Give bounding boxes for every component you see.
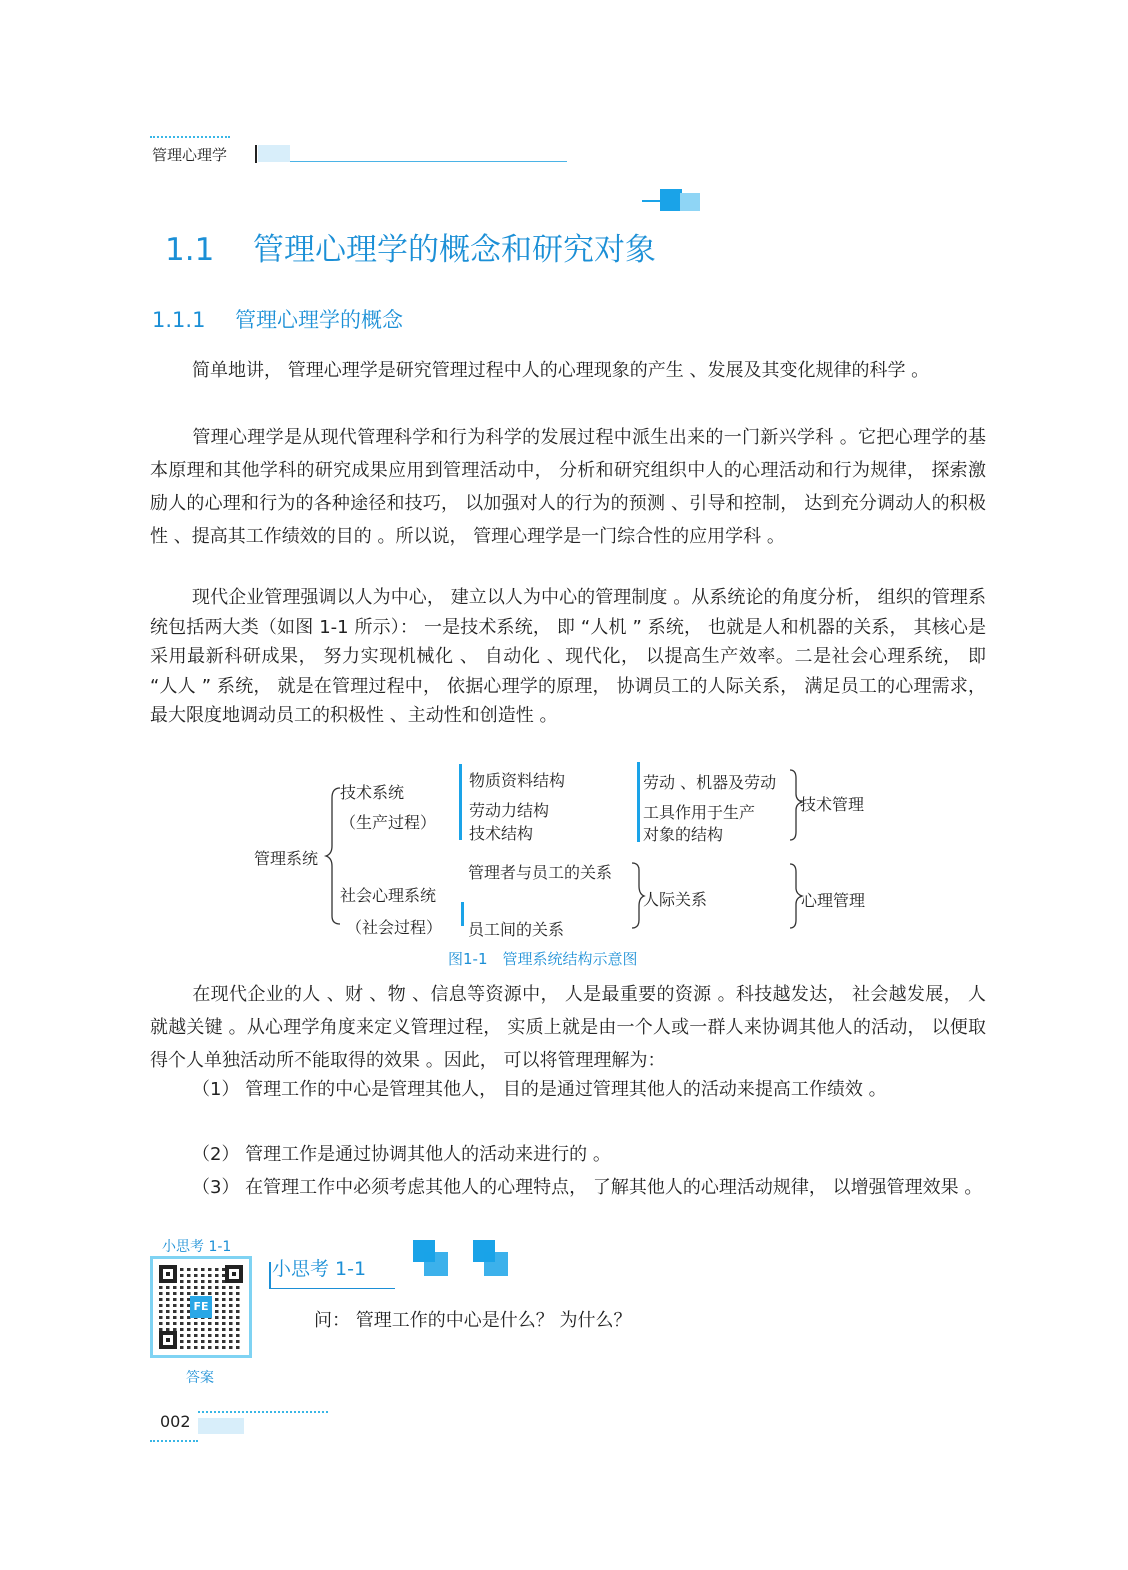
header-tab-block bbox=[258, 145, 290, 162]
qr-finder-bottom-left bbox=[159, 1331, 177, 1349]
think-underline bbox=[269, 1288, 395, 1289]
social-item-manager-employee: 管理者与员工的关系 bbox=[468, 863, 613, 882]
node-social-process: （社会过程） bbox=[346, 918, 443, 937]
social-item-employee-employee: 员工间的关系 bbox=[468, 920, 565, 939]
subsection-number: 1.1.1 bbox=[152, 308, 206, 332]
node-interpersonal: 人际关系 bbox=[643, 890, 708, 909]
tech-item-technique: 技术结构 bbox=[469, 824, 534, 843]
paragraph-4: 在现代企业的人 、财 、物 、信息等资源中， 人是最重要的资源 。科技越发达， 社会越发展， 人就越关键 。从心理学角度来定义管理过程， 实质上就是由一个人或一群人来协调其他人的活动， 以便取得个人单独活动所不能取得的效果 。因此， 可以将管理理解为： bbox=[150, 984, 986, 1071]
list-item-2: （2） 管理工作是通过协调其他人的活动来进行的 。 bbox=[192, 1144, 611, 1165]
running-head: 管理心理学 bbox=[152, 146, 228, 164]
node-social-system: 社会心理系统 bbox=[340, 886, 437, 905]
qr-caption: 答案 bbox=[186, 1370, 214, 1386]
qr-finder-top-left bbox=[159, 1265, 177, 1283]
think-decoration-square-2 bbox=[424, 1252, 448, 1276]
qr-title: 小思考 1-1 bbox=[162, 1239, 232, 1255]
node-psych-management: 心理管理 bbox=[801, 891, 866, 910]
list-item-3: （3） 在管理工作中必须考虑其他人的心理特点， 了解其他人的心理活动规律， 以增强管理效果 。 bbox=[192, 1177, 983, 1198]
qr-code[interactable] bbox=[150, 1256, 252, 1358]
subsection-heading bbox=[152, 304, 403, 334]
social-items-bar bbox=[461, 902, 464, 926]
section-title: 管理心理学的概念和研究对象 bbox=[253, 232, 656, 268]
section-number: 1.1 bbox=[165, 232, 215, 268]
title-decoration-square-light bbox=[680, 193, 700, 211]
node-tech-system: 技术系统 bbox=[340, 783, 405, 802]
header-dotted-rule bbox=[150, 136, 230, 138]
header-rule bbox=[290, 161, 567, 162]
tech-desc-line-3: 对象的结构 bbox=[643, 825, 724, 844]
footer-dotted-rule-top bbox=[198, 1411, 328, 1413]
tech-item-labor: 劳动力结构 bbox=[469, 801, 550, 820]
think-title: 小思考 1-1 bbox=[272, 1258, 367, 1280]
qr-finder-top-right bbox=[225, 1265, 243, 1283]
figure-1-1-diagram bbox=[240, 758, 890, 948]
paragraph-2: 管理心理学是从现代管理科学和行为科学的发展过程中派生出来的一门新兴学科 。它把心理学的基本原理和其他学科的研究成果应用到管理活动中， 分析和研究组织中人的心理活动和行为规律， 探索激励人的心理和行为的各种途径和技巧， 以加强对人的行为的预测 、引导和控制， 达到充分调动人的积极性 、提高其工作绩效的目的 。所以说， 管理心理学是一门综合性的应用学科 。 bbox=[150, 427, 986, 547]
page-number: 002 bbox=[160, 1412, 191, 1431]
title-decoration-line bbox=[642, 200, 660, 202]
header-divider bbox=[255, 145, 257, 163]
title-decoration-square bbox=[660, 189, 682, 211]
qr-logo: FE bbox=[190, 1296, 212, 1318]
tech-desc-bar bbox=[637, 762, 640, 842]
paragraph-3: 现代企业管理强调以人为中心， 建立以人为中心的管理制度 。从系统论的角度分析， 组织的管理系统包括两大类（如图 1-1 所示）： 一是技术系统， 即 “人机 ” 系统， 也就是人和机器的关系， 其核心是采用最新科研成果， 努力实现机械化 、 自动化 、现代化， 以提高生产效率。二是社会心理系统， 即 “人人 ” 系统， 就是在管理过程中， 依据心理学的原理， 协调员工的人际关系， 满足员工的心理需求， 最大限度地调动员工的积极性 、主动性和创造性 。 bbox=[150, 587, 986, 726]
list-item-1: （1） 管理工作的中心是管理其他人， 目的是通过管理其他人的活动来提高工作绩效 。 bbox=[192, 1079, 887, 1100]
page-number-block bbox=[198, 1418, 244, 1434]
footer-dotted-rule-bottom bbox=[150, 1440, 198, 1442]
node-tech-management: 技术管理 bbox=[800, 795, 865, 814]
figure-caption: 图1-1 管理系统结构示意图 bbox=[448, 950, 638, 968]
think-decoration-square-4 bbox=[484, 1252, 508, 1276]
node-management-system: 管理系统 bbox=[254, 849, 319, 868]
tech-item-material: 物质资料结构 bbox=[469, 771, 566, 790]
tech-desc-line-2: 工具作用于生产 bbox=[643, 803, 756, 822]
tech-items-bar bbox=[459, 764, 462, 840]
think-question: 问： 管理工作的中心是什么？ 为什么？ bbox=[314, 1310, 632, 1331]
node-tech-process: （生产过程） bbox=[340, 813, 437, 832]
think-box-bar bbox=[269, 1262, 271, 1288]
section-heading bbox=[165, 224, 656, 269]
tech-desc-line-1: 劳动 、机器及劳动 bbox=[643, 773, 777, 792]
subsection-title: 管理心理学的概念 bbox=[235, 308, 403, 332]
paragraph-1: 简单地讲， 管理心理学是研究管理过程中人的心理现象的产生 、发展及其变化规律的科学 。 bbox=[192, 360, 930, 381]
